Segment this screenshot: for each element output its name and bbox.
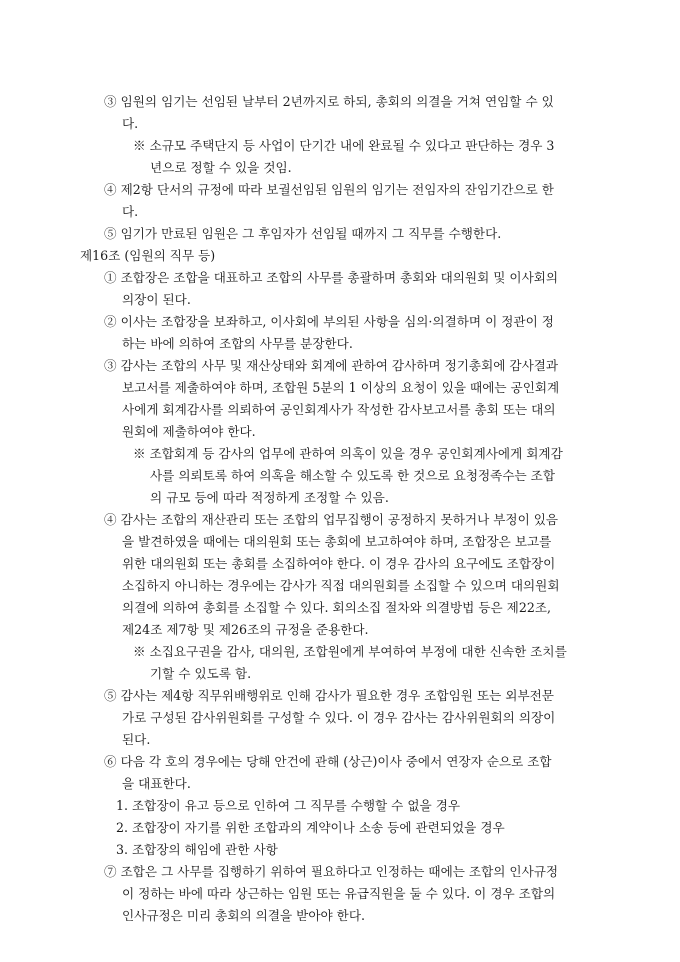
article-16-p1-line-2: 의장이 된다. <box>122 292 191 307</box>
list-item-2: 2. 조합장이 자기를 위한 조합과의 계약이나 소송 등에 관련되었을 경우 <box>116 820 505 835</box>
note-1-line-1: ※ 소규모 주택단지 등 사업이 단기간 내에 완료될 수 있다고 판단하는 경우 3 <box>133 138 555 153</box>
paragraph-4-line-1: ④ 제2항 단서의 규정에 따라 보궐선임된 임원의 임기는 전임자의 잔임기간으로 한 <box>104 182 554 197</box>
note-2-line-3: 의 규모 등에 따라 적정하게 조정할 수 있음. <box>150 490 389 505</box>
article-16-p7-line-3: 인사규정은 미리 총회의 의결을 받아야 한다. <box>122 908 365 923</box>
note-1-line-2: 년으로 정할 수 있을 것임. <box>150 160 292 175</box>
note-3-line-1: ※ 소집요구권을 감사, 대의원, 조합원에게 부여하여 부정에 대한 신속한 조치를 <box>133 644 567 659</box>
article-16-p1-line-1: ① 조합장은 조합을 대표하고 조합의 사무를 총괄하며 총회와 대의원회 및 이사회의 <box>104 270 559 285</box>
paragraph-5-line-1: ⑤ 임기가 만료된 임원은 그 후임자가 선임될 때까지 그 직무를 수행한다. <box>104 226 502 241</box>
note-2-line-2: 사를 의뢰토록 하여 의혹을 해소할 수 있도록 한 것으로 요청정족수는 조합 <box>150 468 555 483</box>
note-3-line-2: 기할 수 있도록 함. <box>150 666 252 681</box>
article-16-p4-line-5: 의결에 의하여 총회를 소집할 수 있다. 회의소집 절차와 의결방법 등은 제22조, <box>122 600 552 615</box>
article-16-p4-line-1: ④ 감사는 조합의 재산관리 또는 조합의 업무집행이 공정하지 못하거나 부정이 있음 <box>104 512 559 527</box>
article-16-heading: 제16조 (임원의 직무 등) <box>80 248 216 263</box>
list-item-1: 1. 조합장이 유고 등으로 인하여 그 직무를 수행할 수 없을 경우 <box>116 798 461 813</box>
article-16-p4-line-2: 을 발견하였을 때에는 대의원회 또는 총회에 보고하여야 하며, 조합장은 보고를 <box>122 534 552 549</box>
article-16-p6-line-1: ⑥ 다음 각 호의 경우에는 당해 안건에 관해 (상근)이사 중에서 연장자 순으로 조합 <box>104 754 552 769</box>
article-16-p6-line-2: 을 대표한다. <box>122 776 191 791</box>
article-16-p3-line-4: 원회에 제출하여야 한다. <box>122 424 256 439</box>
paragraph-3-line-2: 다. <box>122 116 139 131</box>
article-16-p4-line-3: 위한 대의원회 또는 총회를 소집하여야 한다. 이 경우 감사의 요구에도 조합장이 <box>122 556 556 571</box>
article-16-p2-line-2: 하는 바에 의하여 조합의 사무를 분장한다. <box>122 336 353 351</box>
article-16-p5-line-3: 된다. <box>122 732 151 747</box>
article-16-p7-line-1: ⑦ 조합은 그 사무를 집행하기 위하여 필요하다고 인정하는 때에는 조합의 인사규정 <box>104 864 559 879</box>
article-16-p2-line-1: ② 이사는 조합장을 보좌하고, 이사회에 부의된 사항을 심의·의결하며 이 정관이 정 <box>104 314 554 329</box>
article-16-p3-line-2: 보고서를 제출하여야 하며, 조합원 5분의 1 이상의 요청이 있을 때에는 공인회계 <box>122 380 560 395</box>
note-2-line-1: ※ 조합회계 등 감사의 업무에 관하여 의혹이 있을 경우 공인회계사에게 회계감 <box>133 446 563 461</box>
article-16-p4-line-6: 제24조 제7항 및 제26조의 규정을 준용한다. <box>122 622 369 637</box>
article-16-p5-line-1: ⑤ 감사는 제4항 직무위배행위로 인해 감사가 필요한 경우 조합임원 또는 외부전문 <box>104 688 554 703</box>
article-16-p7-line-2: 이 정하는 바에 따라 상근하는 임원 또는 유급직원을 둘 수 있다. 이 경우 조합의 <box>122 886 556 901</box>
list-item-3: 3. 조합장의 해임에 관한 사항 <box>116 842 278 857</box>
paragraph-4-line-2: 다. <box>122 204 139 219</box>
paragraph-3-line-1: ③ 임원의 임기는 선임된 날부터 2년까지로 하되, 총회의 의결을 거쳐 연임할 수 있 <box>104 94 554 109</box>
article-16-p3-line-1: ③ 감사는 조합의 사무 및 재산상태와 회계에 관하여 감사하며 정기총회에 감사결과 <box>104 358 559 373</box>
article-16-p3-line-3: 사에게 회계감사를 의뢰하여 공인회계사가 작성한 감사보고서를 총회 또는 대의 <box>122 402 556 417</box>
article-16-p4-line-4: 소집하지 아니하는 경우에는 감사가 직접 대의원회를 소집할 수 있으며 대의원회 <box>122 578 560 593</box>
article-16-p5-line-2: 가로 구성된 감사위원회를 구성할 수 있다. 이 경우 감사는 감사위원회의 의장이 <box>122 710 556 725</box>
